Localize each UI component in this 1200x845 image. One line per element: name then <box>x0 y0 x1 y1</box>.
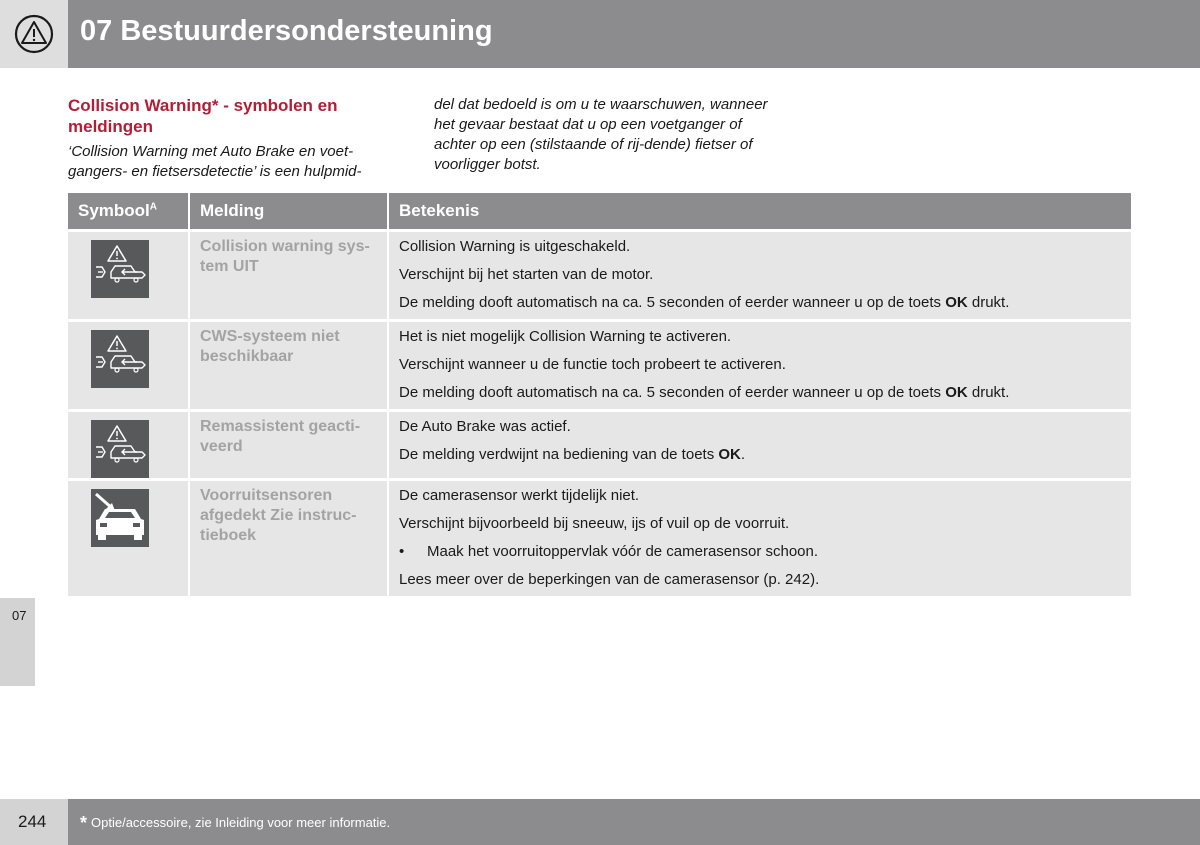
meaning-text: drukt. <box>967 294 1010 311</box>
chapter-side-tab <box>0 598 35 686</box>
meaning-cell <box>389 412 1131 481</box>
meaning-text: De melding dooft automatisch na ca. 5 seconden of eerder wanneer u op de toets <box>399 294 946 311</box>
footnote-text: Optie/accessoire, zie Inleiding voor meer informatie. <box>91 815 391 830</box>
header-symbol-footnote: A <box>149 201 158 213</box>
meaning-line <box>399 293 1121 313</box>
symbol-cell <box>68 481 190 599</box>
header-symbol-label: Symbool <box>78 201 150 220</box>
collision-warning-icon <box>91 240 149 298</box>
bullet-item <box>399 542 1121 562</box>
table-row <box>68 322 1131 412</box>
meaning-line: Lees meer over de beperkingen van de camerasensor (p. 242). <box>399 571 820 588</box>
meaning-cell <box>389 481 1131 599</box>
header-icon-box <box>0 0 68 68</box>
meaning-line: Het is niet mogelijk Collision Warning te activeren. <box>399 328 732 345</box>
header-meaning: Betekenis <box>389 193 1131 232</box>
intro-column-left <box>68 95 403 182</box>
meaning-text: drukt. <box>967 384 1010 401</box>
meaning-line: Verschijnt wanneer u de functie toch probeert te activeren. <box>399 356 786 373</box>
meaning-text: De melding dooft automatisch na ca. 5 seconden of eerder wanneer u op de toets <box>399 384 946 401</box>
meaning-line <box>399 383 1121 403</box>
message-text: Voorruitsensoren afgedekt Zie instruc-tieboek <box>200 487 357 544</box>
page-number: 244 <box>18 812 47 831</box>
footnote <box>80 813 390 834</box>
table-header-row <box>68 193 1131 232</box>
header-message: Melding <box>190 193 389 232</box>
message-cell <box>190 481 389 599</box>
meaning-cell <box>389 232 1131 322</box>
message-text: Collision warning sys-tem UIT <box>200 238 370 275</box>
warning-triangle-icon <box>13 14 55 54</box>
footer-bar <box>68 799 1200 845</box>
header-bar <box>68 0 1200 68</box>
symbols-table <box>68 193 1131 599</box>
message-cell <box>190 412 389 481</box>
page-title: 07 Bestuurdersondersteuning <box>80 15 493 47</box>
collision-warning-icon <box>91 420 149 478</box>
meaning-line <box>399 445 1121 465</box>
bullet-dot: • <box>399 543 405 560</box>
footer-page-box <box>0 799 68 845</box>
table-row <box>68 481 1131 599</box>
footnote-star: * <box>80 813 88 833</box>
meaning-text: . <box>740 446 746 463</box>
meaning-line: Verschijnt bij het starten van de motor. <box>399 266 654 283</box>
meaning-cell <box>389 322 1131 412</box>
table-row <box>68 412 1131 481</box>
symbol-cell <box>68 232 190 322</box>
meaning-line: De camerasensor werkt tijdelijk niet. <box>399 487 640 504</box>
meaning-line: Verschijnt bijvoorbeeld bij sneeuw, ijs of vuil op de voorruit. <box>399 515 790 532</box>
chapter-tab-label: 07 <box>12 608 27 623</box>
message-cell <box>190 322 389 412</box>
collision-warning-icon <box>91 330 149 388</box>
bullet-text: Maak het voorruitoppervlak vóór de camerasensor schoon. <box>427 543 819 560</box>
message-text: Remassistent geacti-veerd <box>200 418 361 455</box>
ok-key-label: OK <box>718 446 741 463</box>
intro-text-part2: del dat bedoeld is om u te waarschuwen, wanneer het gevaar bestaat dat u op een voetganger of achter op een (stilstaande of rij-dende) fietser of voorligger botst. <box>434 96 768 173</box>
header-symbol <box>68 193 190 232</box>
meaning-text: De melding verdwijnt na bediening van de toets <box>399 446 719 463</box>
intro-text-part1: ‘Collision Warning met Auto Brake en voet-gangers- en fietsersdetectie’ is een hulpmid- <box>68 143 362 180</box>
ok-key-label: OK <box>945 294 968 311</box>
section-title: Collision Warning* - symbolen en meldingen <box>68 96 338 136</box>
windscreen-sensor-icon <box>91 489 149 547</box>
table-row <box>68 232 1131 322</box>
meaning-line: De Auto Brake was actief. <box>399 418 571 435</box>
message-text: CWS-systeem niet beschikbaar <box>200 328 340 365</box>
ok-key-label: OK <box>945 384 968 401</box>
symbol-cell <box>68 412 190 481</box>
meaning-line: Collision Warning is uitgeschakeld. <box>399 238 631 255</box>
message-cell <box>190 232 389 322</box>
symbol-cell <box>68 322 190 412</box>
